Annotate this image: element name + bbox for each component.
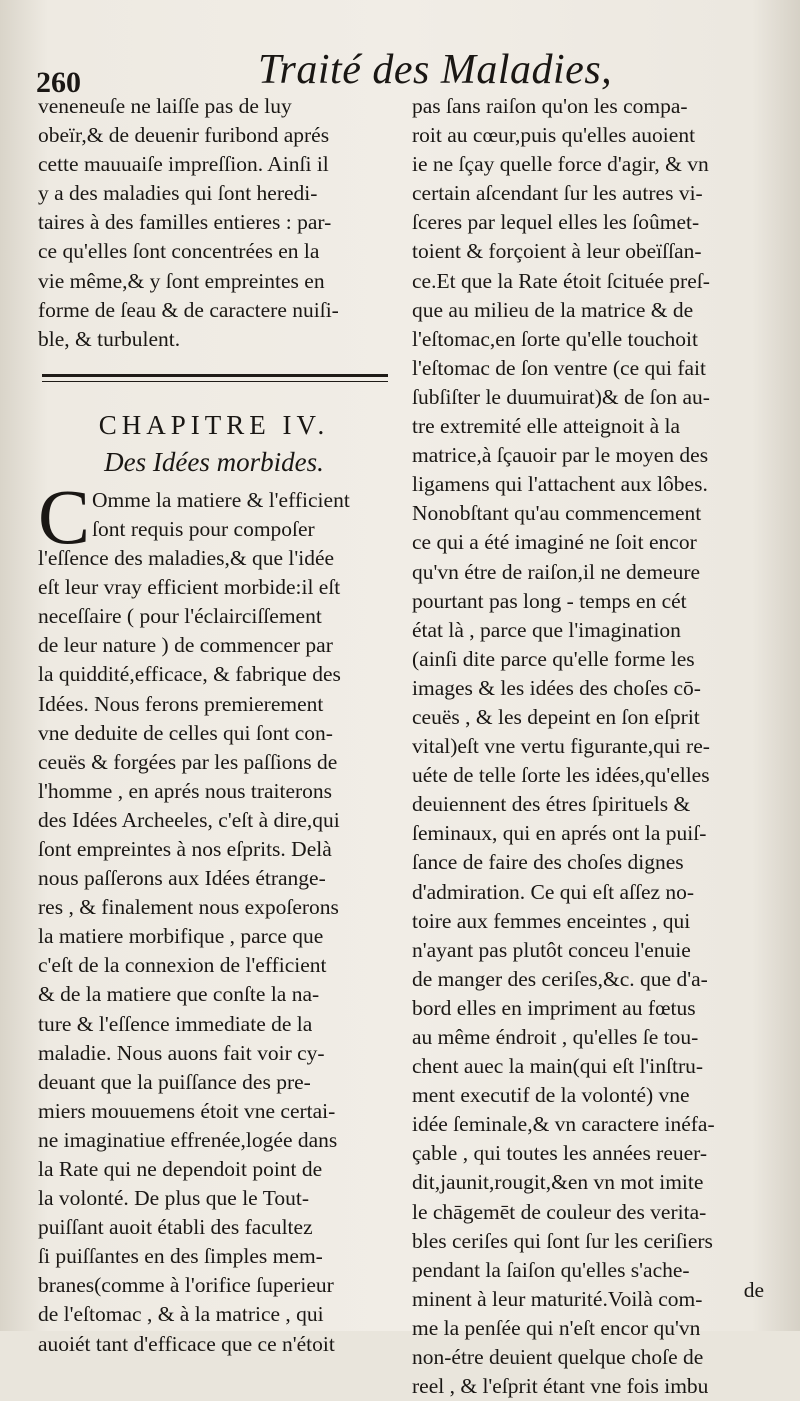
text-line: ble, & turbulent. <box>38 326 181 351</box>
text-line: images & les idées des choſes cō- <box>412 675 701 700</box>
text-line: vie même,& y ſont empreintes en <box>38 268 325 293</box>
text-line: dit,jaunit,rougit,&en vn mot imite <box>412 1170 704 1195</box>
text-line: & de la matiere que conſte la na- <box>38 982 320 1007</box>
text-line: res , & finalement nous expoſerons <box>38 895 339 920</box>
text-line: ment executif de la volonté) vne <box>412 1083 690 1108</box>
text-line: forme de ſeau & de caractere nuiſi- <box>38 297 339 322</box>
text-line: neceſſaire ( pour l'éclairciſſement <box>38 604 322 629</box>
text-line: pourtant pas long - temps en cét <box>412 588 687 613</box>
text-line: chent auec la main(qui eſt l'inſtru- <box>412 1054 704 1079</box>
text-line: ſont requis pour compoſer <box>92 516 315 541</box>
chapter-subtitle: Des Idées morbides. <box>104 446 324 477</box>
left-text-block <box>38 92 390 354</box>
text-line: puiſſant auoit établi des facultez <box>38 1215 313 1240</box>
text-line: idée ſeminale,& vn caractere inéfa- <box>412 1112 715 1137</box>
text-line: branes(comme à l'orifice ſuperieur <box>38 1273 334 1298</box>
text-line: vne deduite de celles qui ſont con- <box>38 720 333 745</box>
text-line: Omme la matiere & l'efficient <box>92 487 350 512</box>
text-line: vital)eſt vne vertu figurante,qui re- <box>412 734 710 759</box>
text-line: ce qu'elles ſont concentrées en la <box>38 239 320 264</box>
text-line: minent à leur maturité.Voilà com- <box>412 1286 703 1311</box>
text-line: le chāgemēt de couleur des verita- <box>412 1199 707 1224</box>
right-column <box>412 92 764 1401</box>
text-line: bord elles en impriment au fœtus <box>412 995 696 1020</box>
right-text-block <box>412 92 764 1401</box>
text-line: l'eſtomac de ſon ventre (ce qui fait <box>412 355 706 380</box>
text-line: état là , parce que l'imagination <box>412 617 681 642</box>
text-line: l'eſſence des maladies,& que l'idée <box>38 546 335 571</box>
text-line: ſance de faire des choſes dignes <box>412 850 684 875</box>
text-line: veneneuſe ne laiſſe pas de luy <box>38 94 292 118</box>
text-line: ture & l'eſſence immediate de la <box>38 1011 313 1036</box>
ornamental-rule <box>42 374 388 382</box>
dropcap-lines <box>38 486 390 544</box>
text-line: reel , & l'eſprit étant vne fois imbu <box>412 1374 709 1399</box>
text-line: ce qui a été imaginé ne ſoit encor <box>412 530 697 555</box>
text-line: ligamens qui l'attachent aux lôbes. <box>412 472 708 497</box>
text-line: de l'eſtomac , & à la matrice , qui <box>38 1302 324 1327</box>
drop-cap: C <box>38 472 91 560</box>
text-line: y a des maladies qui ſont heredi- <box>38 181 318 206</box>
chapter-body-text <box>38 544 390 1359</box>
text-line: ceuës , & les depeint en ſon eſprit <box>412 704 700 729</box>
text-line: deuiennent des étres ſpirituels & <box>412 792 691 817</box>
text-line: tre extremité elle atteignoit à la <box>412 414 681 439</box>
text-line: la Rate qui ne dependoit point de <box>38 1157 323 1181</box>
text-line: ce.Et que la Rate étoit ſcituée preſ- <box>412 268 710 293</box>
text-line: nous paſſerons aux Idées étrange- <box>38 866 326 891</box>
text-line: çable , qui toutes les années reuer- <box>412 1141 708 1166</box>
text-line: de leur nature ) de commencer par <box>38 633 333 658</box>
text-line: deuant que la puiſſance des pre- <box>38 1069 311 1094</box>
text-line: des Idées Archeeles, c'eſt à dire,qui <box>38 807 340 832</box>
page-header <box>36 40 764 100</box>
text-line: ſubſiſter le duumuirat)& de ſon au- <box>412 384 710 409</box>
text-line: de manger des ceriſes,&c. que d'a- <box>412 966 708 991</box>
text-line: n'ayant pas plutôt conceu l'enuie <box>412 937 691 962</box>
chapter-title: CHAPITRE IV. <box>98 409 330 440</box>
text-line: d'admiration. Ce qui eſt aſſez no- <box>412 879 695 904</box>
text-line: obeïr,& de deuenir furibond aprés <box>38 123 330 148</box>
text-line: miers mouuemens étoit vne certai- <box>38 1098 336 1123</box>
text-line: ne imaginatiue effrenée,logée dans <box>38 1127 338 1152</box>
text-line: qu'vn étre de raiſon,il ne demeure <box>412 559 701 584</box>
text-line: ſont empreintes à nos eſprits. Delà <box>38 836 332 861</box>
text-line: auoiét tant d'efficace que ce n'étoit <box>38 1331 335 1356</box>
text-line: la volonté. De plus que le Tout- <box>38 1186 309 1211</box>
text-line: ſi puiſſantes en des ſimples mem- <box>38 1244 323 1269</box>
text-line: la quiddité,efficace, & fabrique des <box>38 662 341 687</box>
text-line: pas ſans raiſon qu'on les compa- <box>412 94 688 118</box>
text-line: c'eſt de la connexion de l'efficient <box>38 953 327 978</box>
text-line: la matiere morbifique , parce que <box>38 924 324 949</box>
text-line: cette mauuaiſe impreſſion. Ainſi il <box>38 152 329 177</box>
text-line: l'eſtomac,en ſorte qu'elle touchoit <box>412 326 698 351</box>
text-line: au même éndroit , qu'elles ſe tou- <box>412 1025 699 1049</box>
text-line: l'homme , en aprés nous traiterons <box>38 778 333 803</box>
text-line: non-étre deuient quelque choſe de <box>412 1345 704 1370</box>
text-line: bles ceriſes qui ſont ſur les ceriſiers <box>412 1228 713 1253</box>
text-line: ſceres par lequel elles les ſoûmet- <box>412 210 700 235</box>
text-line: (ainſi dite parce qu'elle forme les <box>412 646 695 671</box>
text-line: me la penſée qui n'eſt encor qu'vn <box>412 1315 701 1340</box>
text-line: maladie. Nous auons fait voir cy- <box>38 1040 325 1065</box>
text-line: pendant la ſaiſon qu'elles s'ache- <box>412 1257 690 1282</box>
text-line: taires à des familles entieres : par- <box>38 210 332 235</box>
text-line: uéte de telle ſorte les idées,qu'elles <box>412 763 710 788</box>
text-line: roit au cœur,puis qu'elles auoient <box>412 123 696 148</box>
left-column <box>38 92 390 1359</box>
text-line: ceuës & forgées par les paſſions de <box>38 749 338 774</box>
running-title: Traité des Maladies, <box>258 47 613 93</box>
text-line: toient & forçoient à leur obeïſſan- <box>412 239 702 264</box>
text-line: eſt leur vray efficient morbide:il eſt <box>38 575 341 600</box>
page-number: 260 <box>36 66 81 99</box>
text-line: matrice,à ſçauoir par le moyen des <box>412 443 709 468</box>
catchword: de <box>743 1278 764 1302</box>
text-line: que au milieu de la matrice & de <box>412 297 694 322</box>
text-line: Idées. Nous ferons premierement <box>38 691 324 716</box>
text-line: toire aux femmes enceintes , qui <box>412 908 691 933</box>
text-line: ſeminaux, qui en aprés ont la puiſ- <box>412 821 707 846</box>
text-line: certain aſcendant ſur les autres vi- <box>412 181 703 206</box>
text-line: Nonobſtant qu'au commencement <box>412 501 702 526</box>
text-line: ie ne ſçay quelle force d'agir, & vn <box>412 152 709 177</box>
